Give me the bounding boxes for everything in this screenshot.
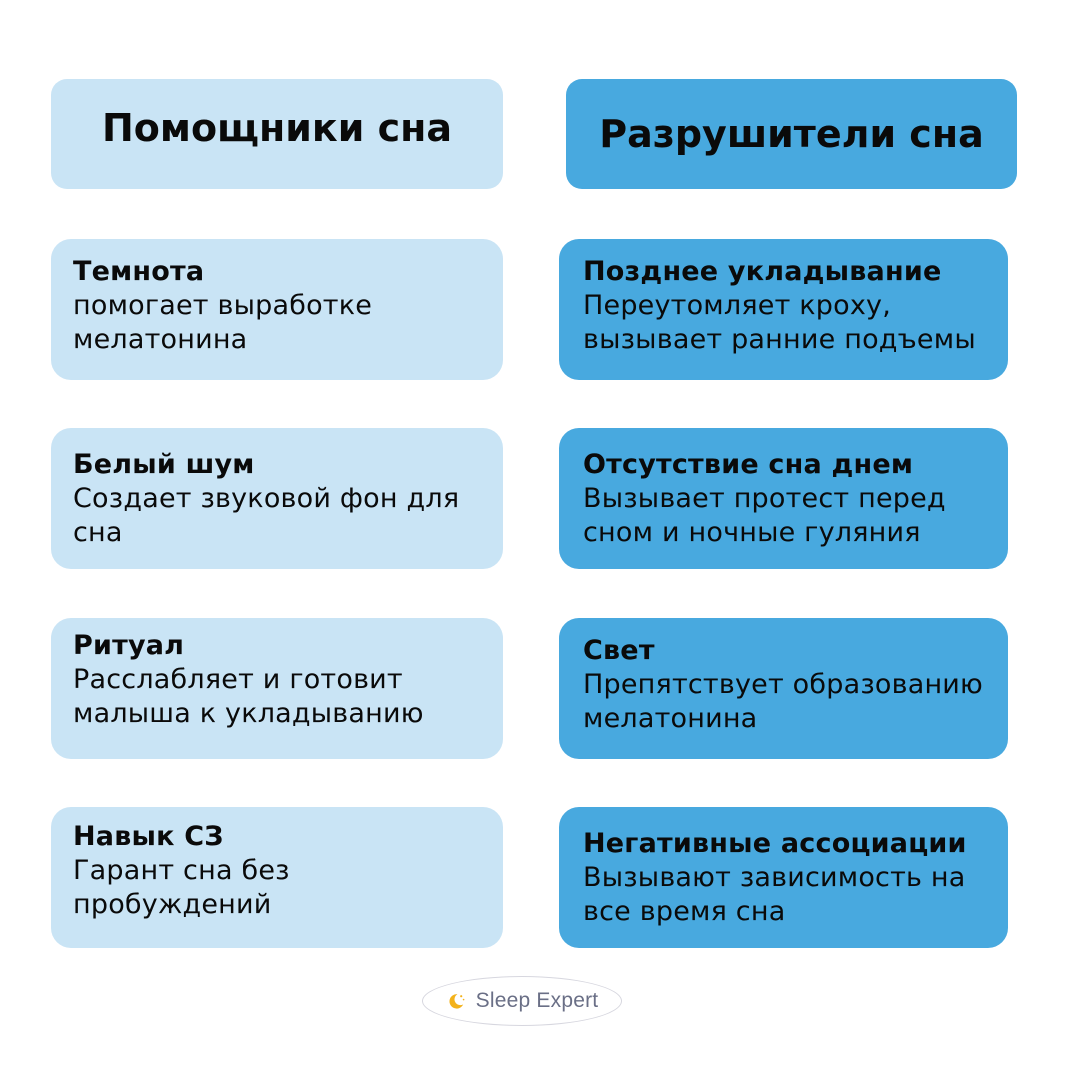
destroyer-card-text-line: все время сна (583, 896, 786, 927)
helper-card-text-line: Гарант сна без (73, 855, 290, 886)
destroyer-card-title: Свет (583, 635, 655, 666)
destroyer-card-text-line: Вызывают зависимость на (583, 862, 966, 893)
destroyer-card-title: Позднее укладывание (583, 256, 942, 287)
helper-card-darkness (51, 239, 503, 380)
destroyer-card-text-line: Вызывает протест перед (583, 483, 946, 514)
moon-stars-icon (446, 991, 466, 1011)
brand-name: Sleep Expert (475, 989, 599, 1012)
helper-card-text-line: сна (73, 517, 123, 548)
helper-card-text-line: помогает выработке (73, 290, 373, 321)
destroyer-card-no-naps (559, 428, 1008, 569)
destroyers-header (566, 79, 1017, 189)
destroyers-header-title: Разрушители сна (599, 112, 984, 156)
helper-card-text-line: малыша к укладыванию (73, 698, 424, 729)
helper-card-title: Белый шум (73, 449, 255, 480)
helper-card-self-soothing (51, 807, 503, 948)
helper-card-title: Темнота (73, 256, 205, 287)
destroyer-card-text-line: сном и ночные гуляния (583, 517, 921, 548)
helpers-header-title: Помощники сна (101, 106, 453, 150)
helper-card-white-noise (51, 428, 503, 569)
destroyer-card-text-line: Препятствует образованию (583, 669, 983, 700)
helper-card-text-line: мелатонина (73, 324, 248, 355)
helper-card-text-line: пробуждений (73, 889, 272, 920)
destroyer-card-late-bedtime (559, 239, 1008, 380)
destroyer-card-negative-associations (559, 807, 1008, 948)
destroyer-card-title: Негативные ассоциации (583, 828, 967, 859)
destroyer-card-light (559, 618, 1008, 759)
destroyer-card-text-line: вызывает ранние подъемы (583, 324, 976, 355)
helper-card-text-line: Расслабляет и готовит (73, 664, 403, 695)
helper-card-ritual (51, 618, 503, 759)
helper-card-text-line: Создает звуковой фон для (73, 483, 460, 514)
destroyer-card-text-line: Переутомляет кроху, (583, 290, 891, 321)
helper-card-title: Ритуал (73, 630, 185, 661)
helper-card-title: Навык СЗ (73, 821, 224, 852)
destroyer-card-title: Отсутствие сна днем (583, 449, 914, 480)
helpers-header (51, 79, 503, 189)
destroyer-card-text-line: мелатонина (583, 703, 758, 734)
brand-logo (422, 976, 622, 1026)
